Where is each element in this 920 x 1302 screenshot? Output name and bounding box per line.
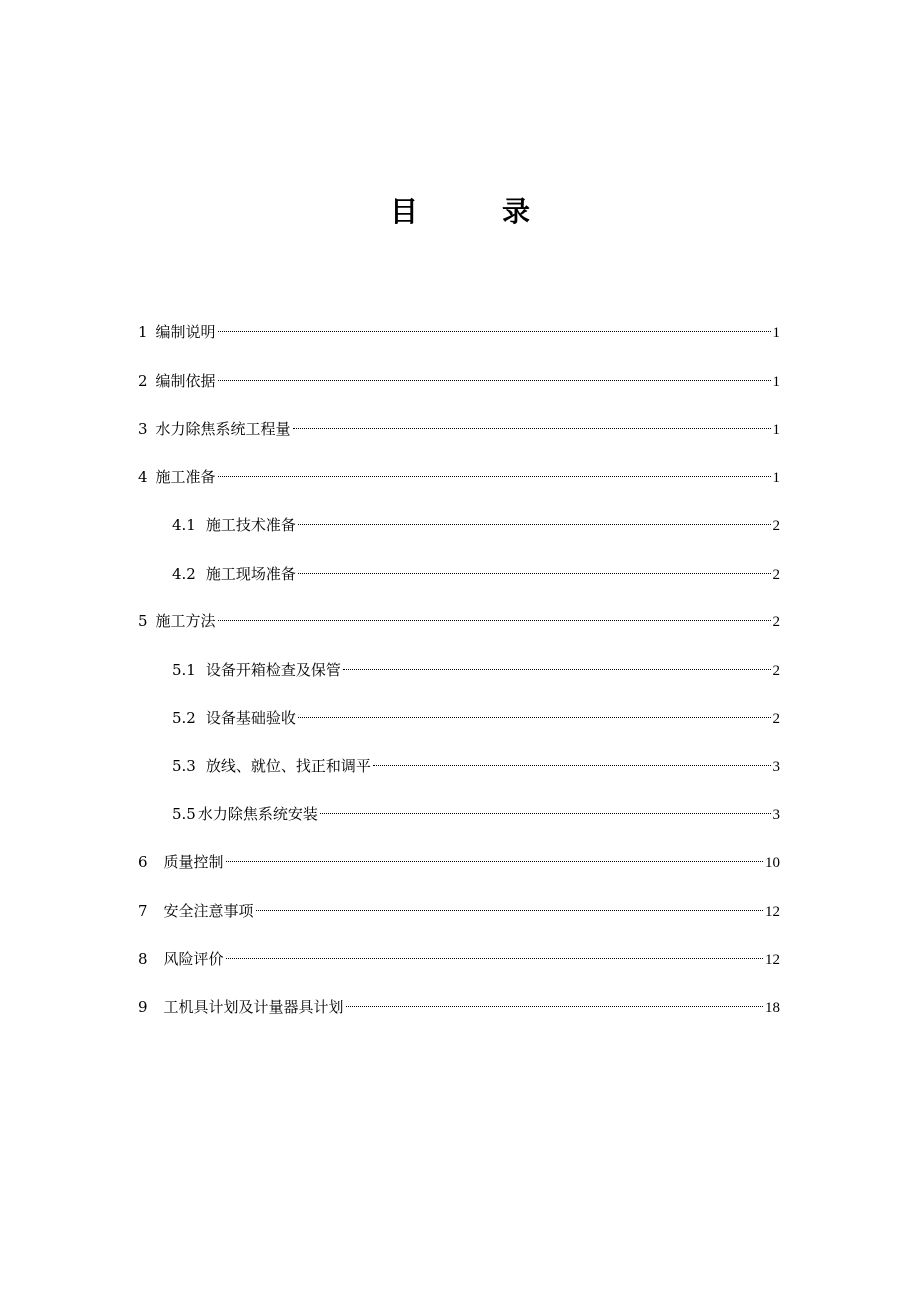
title-char-1: 目 — [389, 195, 418, 228]
toc-entry-page: 2 — [772, 614, 780, 630]
toc-entry-4[interactable] — [138, 460, 780, 486]
dot-leader — [218, 364, 771, 386]
toc-entry-label: 放线、就位、找正和调平 — [205, 757, 371, 775]
toc-entry-page: 3 — [772, 807, 780, 823]
toc-entry-1[interactable] — [138, 315, 780, 341]
toc-entry-7[interactable] — [138, 894, 780, 920]
toc-entry-number: 5.5 — [172, 805, 196, 823]
dot-leader — [298, 557, 771, 579]
toc-entry-6[interactable] — [138, 845, 780, 871]
dot-leader — [218, 460, 771, 482]
toc-entry-5-1[interactable] — [172, 653, 780, 679]
dot-leader — [373, 749, 771, 771]
toc-entry-4-1[interactable] — [172, 508, 780, 534]
toc-entry-label: 施工方法 — [155, 612, 216, 630]
dot-leader — [226, 942, 763, 964]
toc-entry-number: 4.1 — [172, 516, 196, 534]
toc-entry-number: 5.2 — [172, 709, 196, 727]
toc-entry-number: 8 — [138, 950, 148, 968]
toc-entry-label: 质量控制 — [163, 853, 224, 871]
toc-entry-number: 3 — [138, 420, 148, 438]
toc-entry-number: 9 — [138, 998, 148, 1016]
toc-entry-label: 设备开箱检查及保管 — [205, 661, 341, 679]
toc-entry-8[interactable] — [138, 942, 780, 968]
toc-entry-number: 4.2 — [172, 565, 196, 583]
toc-entry-label: 施工技术准备 — [205, 516, 296, 534]
title-char-2: 录 — [502, 195, 531, 228]
dot-leader — [226, 845, 763, 867]
toc-entry-label: 施工准备 — [155, 468, 216, 486]
toc-entry-number: 5.1 — [172, 661, 196, 679]
toc-entry-number: 7 — [138, 902, 148, 920]
toc-entry-label: 风险评价 — [163, 950, 224, 968]
toc-entry-page: 1 — [772, 374, 780, 390]
toc-entry-5-3[interactable] — [172, 749, 780, 775]
toc-entry-number: 1 — [138, 323, 148, 341]
dot-leader — [298, 701, 771, 723]
dot-leader — [346, 990, 763, 1012]
toc-entry-label: 编制依据 — [155, 372, 216, 390]
toc-entry-5-2[interactable] — [172, 701, 780, 727]
toc-entry-number: 4 — [138, 468, 148, 486]
toc-entry-page: 3 — [772, 759, 780, 775]
toc-entry-page: 18 — [765, 1000, 780, 1016]
toc-entry-label: 设备基础验收 — [205, 709, 296, 727]
toc-entry-label: 施工现场准备 — [205, 565, 296, 583]
dot-leader — [343, 653, 771, 675]
toc-entry-page: 2 — [772, 567, 780, 583]
dot-leader — [256, 894, 763, 916]
toc-entry-number: 5 — [138, 612, 148, 630]
dot-leader — [293, 412, 771, 434]
toc-entry-page: 1 — [772, 325, 780, 341]
toc-entry-label: 工机具计划及计量器具计划 — [163, 998, 344, 1016]
toc-entry-page: 1 — [772, 470, 780, 486]
toc-entry-5-5[interactable] — [172, 797, 780, 823]
toc-entry-label: 水力除焦系统安装 — [197, 805, 318, 823]
toc-entry-page: 12 — [765, 952, 780, 968]
toc-entry-4-2[interactable] — [172, 557, 780, 583]
toc-entry-page: 2 — [772, 518, 780, 534]
toc-entry-page: 2 — [772, 663, 780, 679]
toc-entry-label: 编制说明 — [155, 323, 216, 341]
toc-entry-number: 2 — [138, 372, 148, 390]
dot-leader — [218, 604, 771, 626]
toc-entry-label: 水力除焦系统工程量 — [155, 420, 291, 438]
toc-entry-page: 10 — [765, 855, 780, 871]
toc-entry-2[interactable] — [138, 364, 780, 390]
toc-entry-number: 6 — [138, 853, 148, 871]
toc-entry-page: 1 — [772, 422, 780, 438]
toc-entry-label: 安全注意事项 — [163, 902, 254, 920]
toc-entry-number: 5.3 — [172, 757, 196, 775]
toc-entry-page: 2 — [772, 711, 780, 727]
dot-leader — [320, 797, 771, 819]
toc-entry-3[interactable] — [138, 412, 780, 438]
toc-entry-9[interactable] — [138, 990, 780, 1016]
toc-entry-page: 12 — [765, 904, 780, 920]
dot-leader — [218, 315, 771, 337]
dot-leader — [298, 508, 771, 530]
toc-entry-5[interactable] — [138, 604, 780, 630]
